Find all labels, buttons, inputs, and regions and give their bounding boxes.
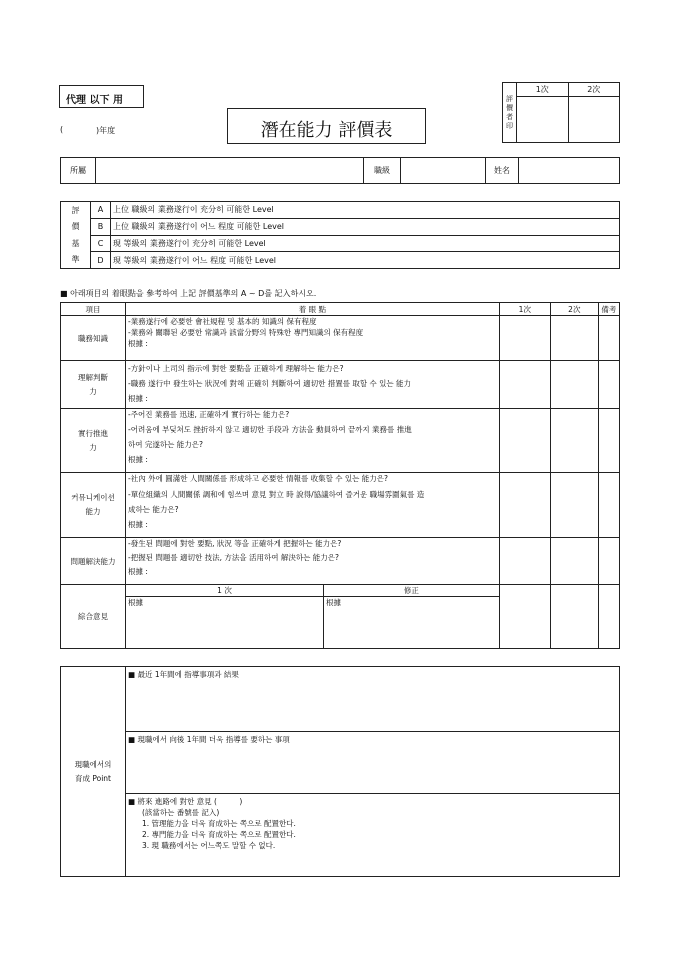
future-guidance-cell[interactable] [126, 732, 620, 794]
instruction-text: ■ 아래項目의 着眼點을 參考하여 上記 評價基準의 A ~ D를 記入하시오. [60, 289, 317, 298]
item-communication: 커뮤니케이션 能力 [61, 473, 126, 538]
criteria-text: 現 等級의 業務遂行이 어느 程度 可能한 Level [111, 252, 620, 269]
eval-table [60, 302, 620, 649]
dept-label: 所屬 [61, 158, 96, 184]
criteria-grade: D [91, 252, 111, 269]
career-option-3: 3. 現 職務에서는 어느쪽도 말할 수 없다. [142, 841, 276, 850]
grade-first-cell[interactable] [499, 361, 550, 409]
focus-cell: -發生된 問題에 對한 要點, 狀況 等을 正確하게 把握하는 能力은? -把握된 問題를 適切한 技法, 方法을 活用하여 解決하는 能力은? 根據 : [126, 538, 500, 585]
grade-second-cell[interactable] [550, 473, 598, 538]
info-row [60, 157, 620, 184]
development-table [60, 666, 620, 877]
note-cell[interactable] [598, 409, 619, 473]
approval-side-label: 評 價 者 印 [503, 83, 517, 143]
criteria-side-3: 準 [61, 252, 91, 269]
approval-col-1: 1次 [517, 83, 569, 97]
grade-first-cell[interactable] [499, 316, 550, 361]
criteria-side-1: 價 [61, 218, 91, 235]
grade-second-cell[interactable] [550, 316, 598, 361]
header-item: 項目 [61, 303, 126, 316]
name-label: 姓名 [486, 158, 519, 184]
career-option-2: 2. 專門能力을 더욱 育成하는 쪽으로 配置한다. [142, 830, 296, 839]
header-second: 2次 [550, 303, 598, 316]
item-job-knowledge: 職務知識 [61, 316, 126, 361]
year-paren: ( [60, 125, 64, 134]
item-problem-solving: 問題解決能力 [61, 538, 126, 585]
summary-revised-basis[interactable]: 根據 [324, 597, 500, 649]
page-title: 潛在能力 評價表 [260, 120, 393, 141]
focus-cell: -方針이나 上司의 指示에 對한 要點을 正確하게 理解하는 能力은? -職務 遂行中 發生하는 狀況에 對해 正確히 判斷하여 適切한 措置를 取할 수 있는 能力 根據 : [126, 361, 500, 409]
item-overall-opinion: 綜合意見 [61, 585, 126, 649]
focus-cell: -주어진 業務를 迅速, 正確하게 實行하는 能力은? -어려움에 부딪쳐도 挫折하지 않고 適切한 手段과 方法을 動員하여 끝까지 業務를 推進 하여 完遂하는 能力은? 根據 : [126, 409, 500, 473]
approval-col-2: 2次 [568, 83, 620, 97]
future-guidance-title: ■ 現職에서 向後 1年間 더욱 指導를 要하는 事項 [128, 735, 290, 744]
header-note: 備考 [598, 303, 619, 316]
approval-sign-2[interactable] [568, 97, 620, 143]
criteria-grade: B [91, 218, 111, 235]
rank-label: 職級 [364, 158, 401, 184]
note-cell[interactable] [598, 316, 619, 361]
note-cell[interactable] [598, 585, 619, 649]
grade-second-cell[interactable] [550, 409, 598, 473]
item-understanding: 理解判斷 力 [61, 361, 126, 409]
criteria-grade: A [91, 202, 111, 219]
note-cell[interactable] [598, 538, 619, 585]
item-execution: 實行推進 力 [61, 409, 126, 473]
recent-guidance-title: ■ 最近 1年間에 指導事項과 結果 [128, 670, 239, 679]
usage-label-box [59, 85, 144, 108]
grade-first-cell[interactable] [499, 538, 550, 585]
dept-value[interactable] [96, 158, 364, 184]
criteria-side-2: 基 [61, 235, 91, 252]
year-label: )年度 [96, 126, 116, 135]
career-opinion-cell[interactable] [126, 794, 620, 877]
grade-first-cell[interactable] [499, 409, 550, 473]
summary-first-basis[interactable]: 根據 [126, 597, 324, 649]
grade-first-cell[interactable] [499, 585, 550, 649]
criteria-table [60, 201, 620, 269]
criteria-grade: C [91, 235, 111, 252]
usage-label: 代理 以下 用 [66, 95, 123, 106]
criteria-text: 上位 職級의 業務遂行이 어느 程度 可能한 Level [111, 218, 620, 235]
title-box [227, 108, 426, 144]
career-opinion-sub: (該當하는 番號를 記入) [142, 808, 220, 817]
focus-cell: -業務遂行에 必要한 會社規程 및 基本的 知識의 保有程度 -業務와 關聯된 必要한 常識과 該當分野의 特殊한 專門知識의 保有程度 根據 : [126, 316, 500, 361]
summary-first-label: 1 次 [126, 585, 324, 597]
focus-cell: -社內 外에 圓滿한 人間關係를 形成하고 必要한 情報를 收集할 수 있는 能力은? -單位組織의 人間關係 調和에 힘쓰며 意見 對立 時 說得/協議하여 즐거운 職場雰圍氣를 造 成하는 能力은? 根據 : [126, 473, 500, 538]
note-cell[interactable] [598, 361, 619, 409]
approval-box [502, 82, 620, 143]
grade-second-cell[interactable] [550, 361, 598, 409]
header-first: 1次 [499, 303, 550, 316]
development-label: 現職에서의 育成 Point [61, 667, 126, 877]
grade-second-cell[interactable] [550, 538, 598, 585]
criteria-text: 現 等級의 業務遂行이 充分히 可能한 Level [111, 235, 620, 252]
approval-sign-1[interactable] [517, 97, 569, 143]
summary-revised-label: 修正 [324, 585, 500, 597]
header-focus: 着 眼 點 [126, 303, 500, 316]
grade-second-cell[interactable] [550, 585, 598, 649]
note-cell[interactable] [598, 473, 619, 538]
career-option-1: 1. 管理能力을 더욱 育成하는 쪽으로 配置한다. [142, 819, 296, 828]
criteria-text: 上位 職級의 業務遂行이 充分히 可能한 Level [111, 202, 620, 219]
rank-value[interactable] [401, 158, 486, 184]
career-opinion-title: ■ 將來 進路에 對한 意見 ( ) [128, 797, 243, 806]
recent-guidance-cell[interactable] [126, 667, 620, 732]
grade-first-cell[interactable] [499, 473, 550, 538]
name-value[interactable] [519, 158, 620, 184]
criteria-side-0: 評 [61, 202, 91, 219]
